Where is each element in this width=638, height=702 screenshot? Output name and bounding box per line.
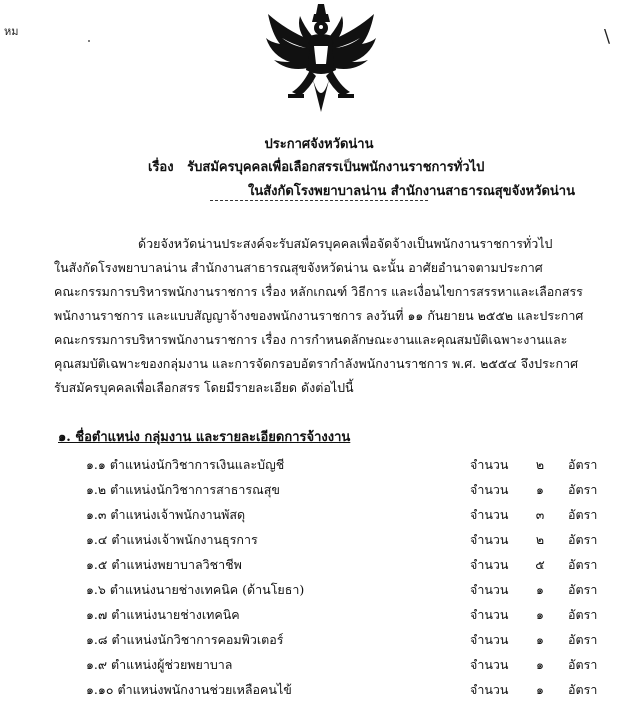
- position-count: ๒: [535, 532, 545, 547]
- position-name: ๑.๕ ตำแหน่งพยาบาลวิชาชีพ: [86, 557, 242, 572]
- count-unit: อัตรา: [568, 682, 598, 697]
- position-count: ๑: [536, 607, 544, 622]
- count-word: จำนวน: [470, 557, 509, 572]
- scan-speck: [88, 40, 90, 42]
- position-name: ๑.๖ ตำแหน่งนายช่างเทคนิค (ด้านโยธา): [86, 582, 305, 597]
- intro-paragraph: [54, 232, 610, 400]
- count-unit: อัตรา: [568, 582, 598, 597]
- paragraph-line: ในสังกัดโรงพยาบาลน่าน สำนักงานสาธารณสุขจังหวัดน่าน ฉะนั้น อาศัยอำนาจตามประกาศ: [54, 260, 543, 275]
- corner-mark-right: \: [604, 26, 611, 47]
- list-item: [0, 602, 638, 627]
- position-count: ๑: [536, 657, 544, 672]
- list-item: [0, 652, 638, 677]
- section-heading: ๑. ชื่อตำแหน่ง กลุ่มงาน และรายละเอียดการจ้างงาน: [58, 430, 351, 445]
- paragraph-line: คุณสมบัติเฉพาะของกลุ่มงาน และการจัดกรอบอัตรากำลังพนักงานราชการ พ.ศ. ๒๕๕๔ จึงประกาศ: [54, 356, 579, 371]
- position-name: ๑.๙ ตำแหน่งผู้ช่วยพยาบาล: [86, 657, 233, 672]
- count-word: จำนวน: [470, 507, 509, 522]
- count-unit: อัตรา: [568, 482, 598, 497]
- count-unit: อัตรา: [568, 532, 598, 547]
- list-item: [0, 502, 638, 527]
- announcement-title: ประกาศจังหวัดน่าน: [264, 137, 374, 152]
- subject-line-2: ในสังกัดโรงพยาบาลน่าน สำนักงานสาธารณสุขจังหวัดน่าน: [248, 184, 575, 199]
- position-name: ๑.๒ ตำแหน่งนักวิชาการสาธารณสุข: [86, 482, 280, 497]
- list-item: [0, 577, 638, 602]
- position-name: ๑.๗ ตำแหน่งนายช่างเทคนิค: [86, 607, 240, 622]
- list-item: [0, 627, 638, 652]
- count-word: จำนวน: [470, 607, 509, 622]
- garuda-emblem-icon: [262, 0, 380, 120]
- list-item: [0, 452, 638, 477]
- subject-line-1: [148, 156, 484, 177]
- position-name: ๑.๓ ตำแหน่งเจ้าพนักงานพัสดุ: [86, 507, 246, 522]
- count-word: จำนวน: [470, 582, 509, 597]
- position-count: ๕: [535, 557, 545, 572]
- position-name: ๑.๑๐ ตำแหน่งพนักงานช่วยเหลือคนไข้: [86, 682, 292, 697]
- count-unit: อัตรา: [568, 632, 598, 647]
- count-unit: อัตรา: [568, 457, 598, 472]
- paragraph-line: ด้วยจังหวัดน่านประสงค์จะรับสมัครบุคคลเพื่อจัดจ้างเป็นพนักงานราชการทั่วไป: [138, 236, 553, 251]
- paragraph-line: รับสมัครบุคคลเพื่อเลือกสรร โดยมีรายละเอียด ดังต่อไปนี้: [54, 380, 354, 395]
- list-item: [0, 477, 638, 502]
- dashed-divider: [210, 200, 428, 201]
- list-item: [0, 677, 638, 702]
- count-unit: อัตรา: [568, 607, 598, 622]
- list-item: [0, 527, 638, 552]
- paragraph-line: พนักงานราชการ และแบบสัญญาจ้างของพนักงานราชการ ลงวันที่ ๑๑ กันยายน ๒๕๕๒ และประกาศ: [54, 308, 584, 323]
- position-name: ๑.๘ ตำแหน่งนักวิชาการคอมพิวเตอร์: [86, 632, 284, 647]
- paragraph-line: คณะกรรมการบริหารพนักงานราชการ เรื่อง การกำหนดลักษณะงานและคุณสมบัติเฉพาะงานและ: [54, 332, 568, 347]
- count-word: จำนวน: [470, 482, 509, 497]
- subject-label: เรื่อง: [148, 160, 174, 175]
- corner-mark-left: หม: [4, 25, 19, 38]
- count-word: จำนวน: [470, 657, 509, 672]
- count-word: จำนวน: [470, 682, 509, 697]
- position-name: ๑.๑ ตำแหน่งนักวิชาการเงินและบัญชี: [86, 457, 285, 472]
- position-count: ๒: [535, 457, 545, 472]
- count-unit: อัตรา: [568, 557, 598, 572]
- paragraph-line: คณะกรรมการบริหารพนักงานราชการ เรื่อง หลักเกณฑ์ วิธีการ และเงื่อนไขการสรรหาและเลือกสรร: [54, 284, 583, 299]
- position-count: ๑: [536, 682, 544, 697]
- position-count: ๑: [536, 632, 544, 647]
- positions-list: [0, 452, 638, 702]
- position-count: ๑: [536, 582, 544, 597]
- count-word: จำนวน: [470, 457, 509, 472]
- position-count: ๑: [536, 482, 544, 497]
- count-word: จำนวน: [470, 632, 509, 647]
- position-count: ๓: [535, 507, 545, 522]
- subject-text: รับสมัครบุคคลเพื่อเลือกสรรเป็นพนักงานราชการทั่วไป: [187, 160, 485, 175]
- list-item: [0, 552, 638, 577]
- count-unit: อัตรา: [568, 507, 598, 522]
- position-name: ๑.๔ ตำแหน่งเจ้าพนักงานธุรการ: [86, 532, 258, 547]
- count-unit: อัตรา: [568, 657, 598, 672]
- count-word: จำนวน: [470, 532, 509, 547]
